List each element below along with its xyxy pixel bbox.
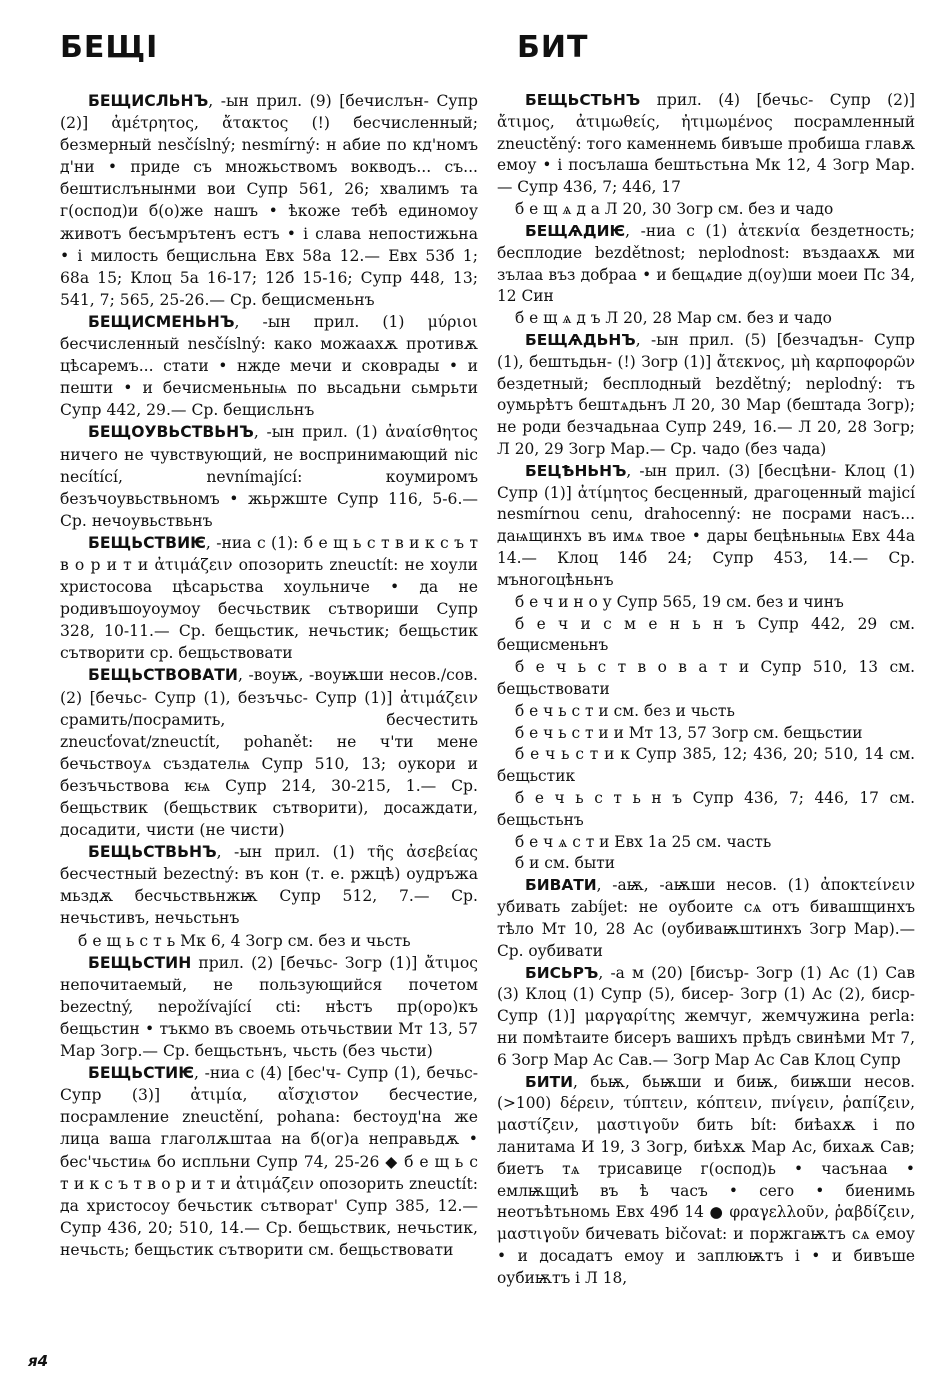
cross-reference: б е щ ѧ д а Л 20, 30 Зогр см. без и чадо (515, 200, 834, 219)
dictionary-entry: БЕЩЬСТВИѤ, -ниа с (1): б е щ ь с т в и к с ъ т в о р и т и ἀτιμάζειν опозорить zneuctít: не хоули христосова цѣсарьства хоульниче • да не родивъшоуоумоу бесчьствик сътвориши Супр 328, 10-11.— Ср. бещьстик, нечьстик; бещьстик сътворити ср. бещьствовати (60, 533, 478, 663)
page-number: я4 (28, 1352, 49, 1370)
cross-reference: б е ч ь с т ь н ъ Супр 436, 7; 446, 17 см. бещьстьнъ (497, 789, 915, 829)
dictionary-entry: БИТИ, бьѭ, бьѭши и биѭ, биѭши несов. (>100) δέρειν, τύπτειν, κόπτειν, πνίγειν, ῥαπίζειν, μαστίζειν, μαστιγοῦν бить bít: биѣахѫ і по ланитама И 19, 3 Зогр, биѣхѫ Мар Ас, бихаѫ Сав; биетъ тѧ трисавице г(оспод)ь • часънаа • емлѭщиѣ въ ѣ часъ • сего • биенимь неотъѣтьномь Евх 49б 14 ● φραγελλοῦν, ῥαβδίζειν, μαστιγοῦν бичевать bičovat: и поржгаѭтъ сѧ емоу • и досадатъ емоу и заплюѭтъ і • и бивъше оубиѭтъ і Л 18, (497, 1072, 915, 1287)
dictionary-entry: БЕЩѦДИѤ, -ниа с (1) ἀτεκνία бездетность; бесплодие bezdětnost; neplodnost: въздаахѫ ми зълаа въз добраа • и бещѧдие д(оу)ши моеи Пс 34, 12 Син (497, 221, 915, 306)
right-column (497, 90, 915, 1290)
entry-headword: БЕЩИСМЕНЬНЪ (88, 312, 235, 331)
dictionary-entry: БЕЩОУВЬСТВЬНЪ, -ын прил. (1) ἀναίσθητος ничего не чувствующий, не воспринимающий nic necítící, nevnímající: коумиромъ безъчоувьствьномъ • жьржште Супр 116, 5-6.— Ср. нечоувьствьнъ (60, 423, 478, 530)
dictionary-entry: БЕЩИСМЕНЬНЪ, -ын прил. (1) μύριοι бесчисленный nesčíslný: како можаахѫ противѫ цѣсаремъ... стати • нжде мечи и сковрады • и пешти • и бечисменьныѩ по вьсадьни сьмрьти Супр 442, 29.— Ср. бещисльнъ (60, 312, 478, 420)
entry-headword: БЕЩЬСТИН (88, 953, 192, 972)
cross-reference: б е ч и с м е н ь н ъ Супр 442, 29 см. бещисменьнъ (497, 614, 915, 655)
dictionary-entry: БЕЩЬСТИН прил. (2) [бечьс- Зогр (1)] ἄτιμος непочитаемый, не пользующийся почетом bezectný, nepožívající cti: нѣстъ пр(оро)къ бещьстин • тъкмо въ своемь отьчьствии Мт 13, 57 Мар Зогр.— Ср. бещьстьнъ, чьсть (без чьсти) (60, 953, 478, 1061)
cross-reference: б е щ ь с т ь Мк 6, 4 Зогр см. без и чьсть (78, 931, 411, 950)
entry-headword: БЕЩЬСТВИѤ (88, 533, 206, 552)
entry-headword: БЕЩИСЛЬНЪ (88, 92, 209, 110)
cross-reference: б е ч ь с т и см. без и чьсть (515, 701, 735, 720)
cross-reference: б е щ ѧ д ъ Л 20, 28 Мар см. без и чадо (515, 309, 832, 328)
dictionary-entry: БЕЩЬСТЬНЪ прил. (4) [бечьс- Супр (2)] ἄτιμος, ἀτιμωθείς, ἠτιμωμένος посрамленный zneuctěný: того каменнемь бивъше пробиша главѫ емоу • і посълаша бештьстьна Мк 12, 4 Зогр Мар.— Супр 436, 7; 446, 17 (497, 91, 915, 197)
cross-reference: б и см. быти (515, 854, 615, 873)
entry-headword: БИТИ (525, 1072, 573, 1091)
cross-reference: б е ч ь с т и и Мт 13, 57 Зогр см. бещьстии (515, 723, 863, 742)
dictionary-entry: БЕЩЬСТИѤ, -ниа с (4) [бес'ч- Супр (1), бечьс- Супр (3)] ἀτιμία, αἴσχιστον бесчестие, посрамление zneuctění, pohana: бестоуд'на же лица ваша глаголѫштаа на б(ог)а неправьдѫ • бес'чьстиѩ бо испльни Супр 74, 25-26 ◆ б е щ ь с т и к с ъ т в о р и т и ἀτιμάζειν опозорить zneuctít: да христосоу бечьстик сътворат' Супр 385, 12.— Супр 436, 20; 510, 14.— Ср. бещьствик, нечьстик, нечьсть; бещьстик сътворити см. бещьствовати (60, 1064, 478, 1259)
entry-headword: БЕЩЬСТВОВАТИ (88, 666, 238, 685)
left-column (60, 90, 478, 1261)
dictionary-entry: БЕЩЬСТВОВАТИ, -воуѭ, -воуѭши несов./сов. (2) [бечьс- Супр (1), безъчьс- Супр (1)] ἀτιμάζειν срамить/посрамить, бесчестить zneucťovat/zneuctít, pohanět: не ч'ти мене бечьствоуѧ създателѩ Супр 510, 13; оукори и безъчьствова ѥѩ Супр 214, 30-215, 1.— Ср. бещьствик (бещьствик сътворити), досаждати, досадити, чисти (не чисти) (60, 666, 478, 840)
entry-headword: БИВАТИ (525, 876, 597, 895)
dictionary-entry: БИСЬРЪ, -а м (20) [бисър- Зогр (1) Ас (1) Сав (3) Клоц (1) Супр (5), бисер- Зогр (1) Ас (2), биср- Супр (1)] μαργαρίτης жемчуг, жемчужина perla: ни помѣтаите бисеръ вашихъ прѣдъ свинѣми Мт 7, 6 Зогр Мар Ас Сав.— Зогр Мар Ас Сав Клоц Супр (497, 963, 915, 1069)
dictionary-entry: БИВАТИ, -аѭ, -аѭши несов. (1) ἀποκτείνειν убивать zabíjet: не оубоите сѧ отъ бивашщинхъ тѣло Мт 10, 28 Ас (оубиваѭштинхъ Зогр Мар).— Ср. оубивати (497, 876, 915, 960)
entry-headword: БЕЩОУВЬСТВЬНЪ (88, 423, 254, 442)
dictionary-entry: БЕЩИСЛЬНЪ, -ын прил. (9) [бечислън- Супр (2)] ἀμέτρητος, ἄτακτος (!) бесчисленный; безмерный nesčíslný; nesmírný: н абие по кд'номъ д'ни • приде съ множьствомъ вокводъ... съ... бештислънынми вои Супр 561, 26; хвалимъ та г(оспод)и б(о)же нашъ • ѣкоже тебѣ единомоу животъ бесъмрътенъ естъ • і слава непостижьна • і милость бещисльна Евх 58а 12.— Евх 53б 1; 68а 15; Клоц 5а 16-17; 12б 15-16; Супр 448, 13; 541, 7; 565, 25-26.— Ср. бещисменьнъ (60, 92, 478, 309)
entry-headword: БЕЩЬСТИѤ (88, 1064, 195, 1083)
cross-reference: б е ч ѧ с т и Евх 1а 25 см. часть (515, 832, 772, 851)
entry-headword: БЕЦѢНЬНЪ (525, 461, 627, 480)
entry-headword: БИСЬРЪ (525, 963, 599, 982)
cross-reference: б е ч ь с т в о в а т и Супр 510, 13 см. бещьствовати (497, 658, 915, 698)
running-head-left: БЕЩІ (60, 30, 159, 65)
dictionary-entry: БЕЦѢНЬНЪ, -ын прил. (3) [бесцѣни- Клоц (1) Супр (1)] ἀτίμητος бесценный, драгоценный majicí nesmírnou cenu, drahocenný: не посрами насъ... даѩщинхъ въ имѧ твое • дары бецѣньныѩ Евх 44а 14.— Клоц 14б 24; Супр 453, 14.— Ср. мъногоцѣньнъ (497, 461, 915, 589)
dictionary-entry: БЕЩЬСТВЬНЪ, -ын прил. (1) τῆς ἀσεβείας бесчестный bezectný: въ кон (т. е. ржцѣ) оудръжа мьздѫ бесчьствьнжѭ Супр 512, 7.— Ср. нечьстивъ, нечьстьнъ (60, 843, 478, 928)
dictionary-entry: БЕЩѦДЬНЪ, -ын прил. (5) [безчадън- Супр (1), бештьдьн- (!) Зогр (1)] ἄτεκνος, μὴ καρποφορῶν бездетный; бесплодный bezdětný; neplodný: тъ оумьрѣтъ бештѧдьнъ Л 20, 30 Мар (бештада Зогр); не роди безчадьнаа Супр 249, 16.— Л 20, 28 Зогр; Л 20, 29 Зогр Мар.— Ср. чадо (без чада) (497, 330, 915, 458)
running-head-right: БИТ (517, 30, 589, 65)
entry-headword: БЕЩѦДИѤ (525, 221, 626, 240)
entry-headword: БЕЩЬСТЬНЪ (525, 91, 641, 109)
cross-reference: б е ч и н о у Супр 565, 19 см. без и чинъ (515, 592, 844, 611)
entry-headword: БЕЩѦДЬНЪ (525, 330, 636, 349)
cross-reference: б е ч ь с т и к Супр 385, 12; 436, 20; 510, 14 см. бещьстик (497, 745, 915, 786)
entry-headword: БЕЩЬСТВЬНЪ (88, 843, 217, 862)
